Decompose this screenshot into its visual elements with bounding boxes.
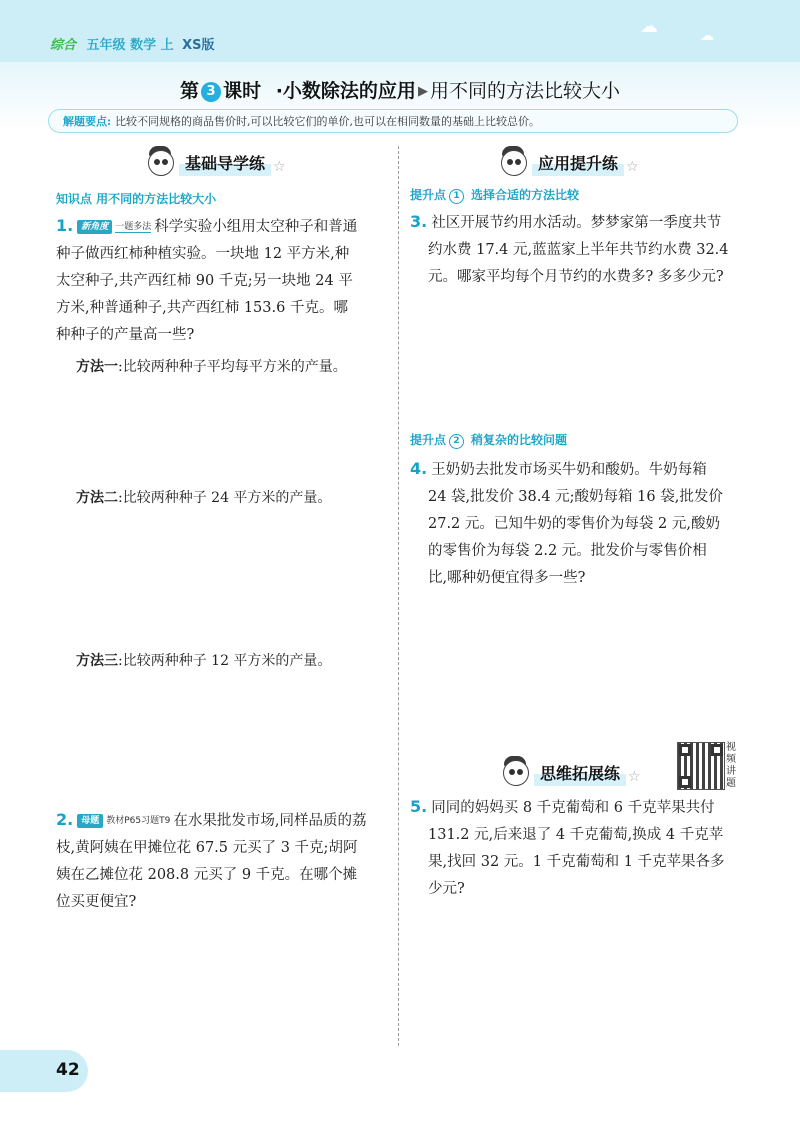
cloud-icon: ☁	[640, 16, 658, 37]
question-number: 4.	[410, 459, 428, 478]
video-explanation-label: 视频讲题	[726, 742, 736, 789]
cloud-icon: ☁	[700, 28, 714, 44]
solving-tip	[48, 109, 738, 133]
section-heading-extension	[500, 755, 641, 789]
lesson-title: 第 3 课时 ·小数除法的应用 ▶ 用不同的方法比较大小	[180, 80, 620, 102]
question-4: 4. 王奶奶去批发市场买牛奶和酸奶。牛奶每箱 24 袋,批发价 38.4 元;酸奶每箱 16 袋,批发价 27.2 元。已知牛奶的零售价为每袋 2 元,酸奶 的零售价为每袋 2.2 元。批发价与零售价相 比,哪种奶便宜得多一些?	[410, 459, 723, 586]
star-icon: ☆	[626, 159, 639, 175]
section-title: 应用提升练	[532, 149, 624, 176]
knowledge-point: 知识点 用不同的方法比较大小	[56, 192, 217, 206]
book-brand	[50, 34, 215, 53]
tip-text: 比较不同规格的商品售价时,可以比较它们的单价,也可以在相同数量的基础上比较总价。	[115, 115, 541, 128]
method-label: 方法一	[76, 359, 118, 375]
column-divider	[398, 146, 399, 1046]
section-title: 基础导学练	[179, 149, 271, 176]
textbook-reference: 教材P65习题T9	[106, 816, 171, 826]
page-number: 42	[56, 1060, 80, 1080]
improvement-point-2: 提升点 2 稍复杂的比较问题	[410, 433, 568, 447]
question-number: 3.	[410, 212, 428, 231]
qr-code[interactable]	[677, 742, 725, 790]
edition-version: XS版	[182, 38, 215, 53]
method-label: 方法二	[76, 490, 118, 506]
question-2: 2. 母题 教材P65习题T9 在水果批发市场,同样品质的荔 枝,黄阿姨在甲摊位花 67.5 元买了 3 千克;胡阿 姨在乙摊位花 208.8 元买了 9 千克。在哪个摊 位买更便宜?	[56, 810, 367, 910]
mascot-icon	[500, 756, 530, 788]
star-icon: ☆	[273, 159, 286, 175]
lesson-number-badge: 3	[201, 82, 221, 102]
mother-question-tag: 母题	[77, 814, 103, 828]
question-number: 5.	[410, 797, 428, 816]
question-3: 3. 社区开展节约用水活动。梦梦家第一季度共节 约水费 17.4 元,蓝蓝家上半年共节约水费 32.4 元。哪家平均每个月节约的水费多? 多多少元?	[410, 212, 729, 285]
method-3: 方法三:比较两种种子 12 平方米的产量。	[76, 653, 332, 669]
section-heading-applied	[498, 145, 639, 179]
grade-subject: 五年级 数学 上	[86, 38, 174, 53]
lesson-topic: ·小数除法的应用	[275, 80, 416, 102]
brand-logo: 综合	[50, 38, 77, 53]
multi-method-tag: 一题多法	[115, 222, 152, 232]
arrow-right-icon: ▶	[417, 84, 428, 99]
star-icon: ☆	[628, 769, 641, 785]
method-1: 方法一:比较两种种子平均每平方米的产量。	[76, 359, 347, 375]
tip-label: 解题要点:	[63, 115, 112, 128]
improvement-point-1: 提升点 1 选择合适的方法比较	[410, 188, 580, 202]
new-angle-tag: 新角度	[77, 220, 112, 234]
section-heading-basic	[145, 145, 286, 179]
lesson-subtopic: 用不同的方法比较大小	[429, 80, 620, 102]
section-title: 思维拓展练	[534, 759, 626, 786]
method-2: 方法二:比较两种种子 24 平方米的产量。	[76, 490, 332, 506]
question-number: 2.	[56, 810, 74, 829]
mascot-icon	[145, 146, 175, 178]
question-5: 5. 同同的妈妈买 8 千克葡萄和 6 千克苹果共付 131.2 元,后来退了 4 千克葡萄,换成 4 千克苹 果,找回 32 元。1 千克葡萄和 1 千克苹果各多 少元?	[410, 797, 725, 897]
question-number: 1.	[56, 216, 74, 235]
mascot-icon	[498, 146, 528, 178]
question-1: 1. 新角度 一题多法 科学实验小组用太空种子和普通 种子做西红柿种植实验。一块地 12 平方米,种 太空种子,共产西红柿 90 千克;另一块地 24 平 方米,种普通种子,共产西红柿 153.6 千克。哪 种种子的产量高一些?	[56, 216, 358, 343]
method-label: 方法三	[76, 653, 118, 669]
